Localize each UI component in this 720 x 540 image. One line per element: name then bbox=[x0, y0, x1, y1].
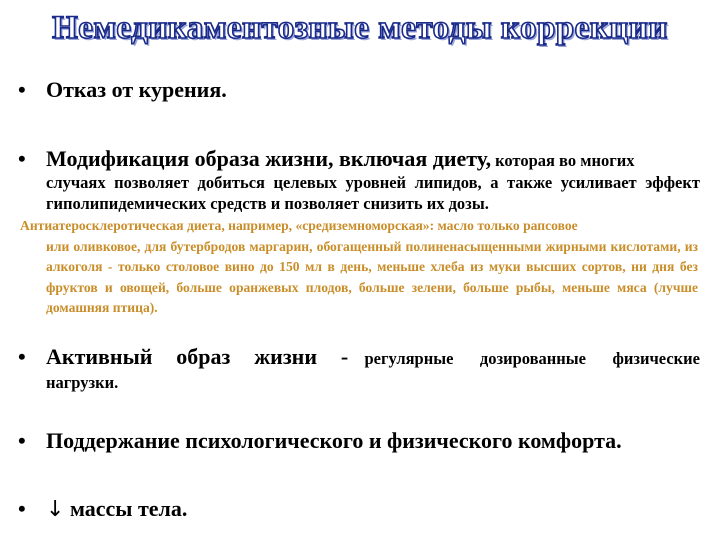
bullet-1: • bbox=[18, 77, 26, 102]
item-lifestyle-tail: которая во многих bbox=[495, 151, 635, 170]
item-weight-loss bbox=[46, 496, 700, 523]
bullet-3: • bbox=[18, 344, 26, 369]
diet-note-body: или оливковое, для бутербродов маргарин, обогащенный полиненасыщенными жирными кислотами, из алкоголя - только столовое вино до 150 мл в день, меньше хлеба из муки высших сортов, ни дня без фруктов и овощей, больше оранжевых плодов, больше зелени, больше рыбы, меньше мяса (лучше домашняя птица). bbox=[46, 238, 698, 315]
item-lifestyle-lead: Модификация образа жизни, включая диету, bbox=[46, 146, 492, 171]
item-active-lead: Активный образ жизни - bbox=[46, 344, 349, 369]
item-active-lifestyle bbox=[46, 344, 700, 373]
bullet-5: • bbox=[18, 496, 26, 521]
item-psych-comfort: Поддержание психологического и физического комфорта. bbox=[46, 428, 622, 453]
diet-note bbox=[20, 216, 698, 319]
slide-title: Немедикаментозные методы коррекции bbox=[52, 10, 668, 46]
bullet-2: • bbox=[18, 146, 26, 171]
item-active-continuation: нагрузки. bbox=[46, 373, 119, 392]
down-arrow-icon: ↓ bbox=[46, 497, 65, 522]
diet-note-first-line: Антиатеросклеротическая диета, например, «средиземноморская»: масло только рапсовое bbox=[20, 218, 578, 233]
item-lifestyle-modification bbox=[46, 146, 700, 175]
bullet-4: • bbox=[18, 428, 26, 453]
item-weight-text: массы тела. bbox=[69, 496, 188, 521]
item-lifestyle-continuation: случаях позволяет добиться целевых уровней липидов, а также усиливает эффект гиполипидемических средств и позволяет снизить их дозы. bbox=[46, 173, 700, 213]
item-quit-smoking: Отказ от курения. bbox=[46, 77, 227, 102]
item-active-tail: регулярные дозированные физические bbox=[364, 349, 700, 368]
